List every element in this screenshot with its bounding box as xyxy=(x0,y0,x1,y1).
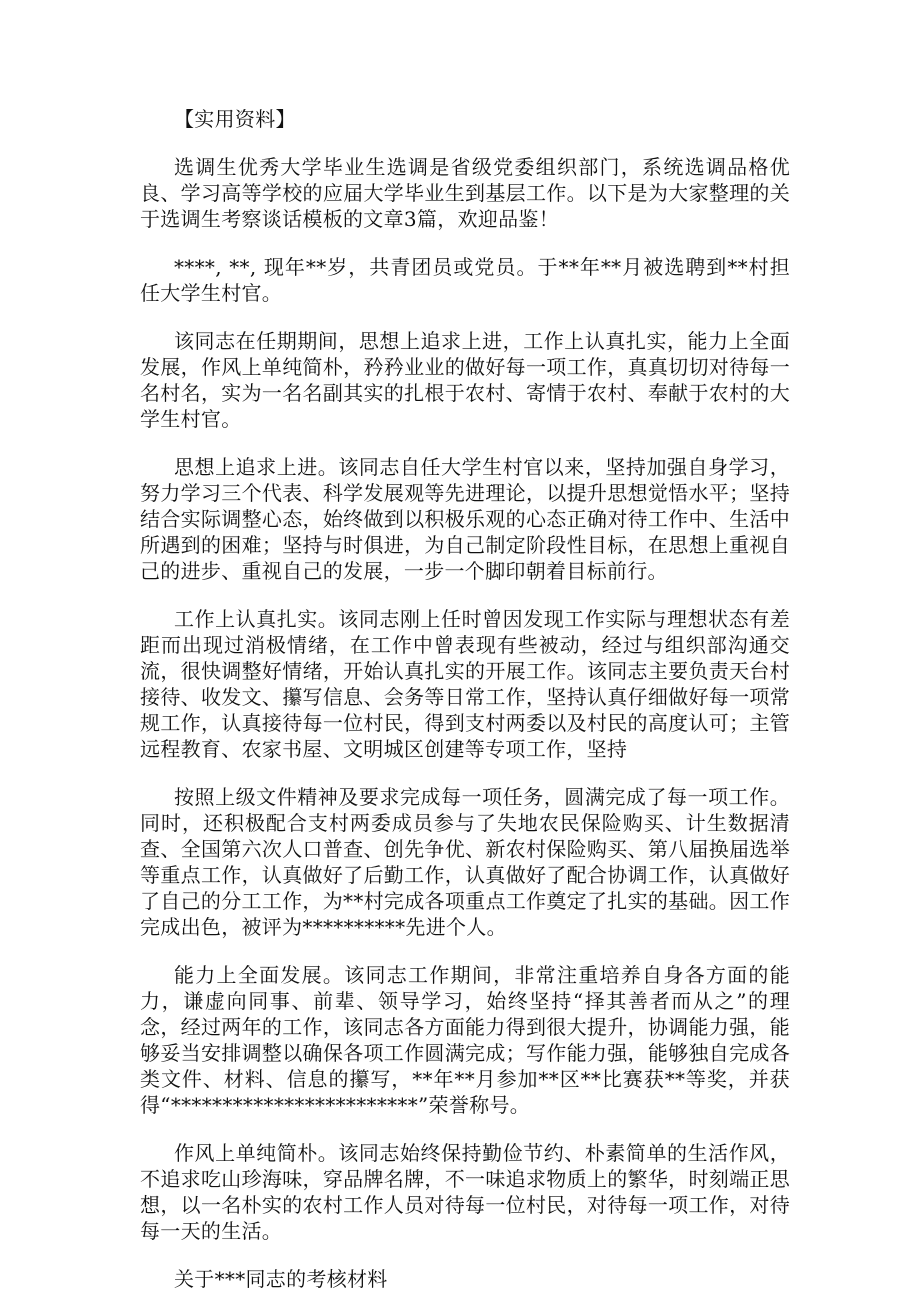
paragraph-work: 工作上认真扎实。该同志刚上任时曾因发现工作实际与理想状态有差距而出现过消极情绪，在工作中曾表现有些被动，经过与组织部沟通交流，很快调整好情绪，开始认真扎实的开展工作。该同志主要负责天台村接待、收发文、攥写信息、会务等日常工作，坚持认真仔细做好每一项常规工作，认真接待每一位村民，得到支村两委以及村民的高度认可；主管远程教育、农家书屋、文明城区创建等专项工作，坚持 xyxy=(140,607,790,761)
paragraph-closing-title: 关于***同志的考核材料 xyxy=(174,1267,388,1291)
paragraph-summary: 该同志在任期期间，思想上追求上进，工作上认真扎实，能力上全面发展，作风上单纯简朴，矜矜业业的做好每一项工作，真真切切对待每一名村名，实为一名名副其实的扎根于农村、寄情于农村、奉献于农村的大学生村官。 xyxy=(140,329,790,431)
paragraph-intro: 选调生优秀大学毕业生选调是省级党委组织部门，系统选调品格优良、学习高等学校的应届大学毕业生到基层工作。以下是为大家整理的关于选调生考察谈话模板的文章3篇，欢迎品鉴！ xyxy=(140,155,790,231)
paragraph-style: 作风上单纯简朴。该同志始终保持勤俭节约、朴素简单的生活作风，不追求吃山珍海味，穿品牌名牌，不一味追求物质上的繁华，时刻端正思想，以一名朴实的农村工作人员对待每一位村民，对待每一项工作，对待每一天的生活。 xyxy=(140,1141,790,1243)
paragraph-tasks: 按照上级文件精神及要求完成每一项任务，圆满完成了每一项工作。同时，还积极配合支村两委成员参与了失地农民保险购买、计生数据清查、全国第六次人口普查、创先争优、新农村保险购买、第八届换届选举等重点工作，认真做好了后勤工作，认真做好了配合协调工作，认真做好了自己的分工工作，为**村完成各项重点工作奠定了扎实的基础。因工作完成出色，被评为**********先进个人。 xyxy=(140,785,790,939)
document-heading: 【实用资料】 xyxy=(174,107,296,131)
paragraph-ability: 能力上全面发展。该同志工作期间，非常注重培养自身各方面的能力，谦虚向同事、前辈、领导学习，始终坚持“择其善者而从之”的理念，经过两年的工作，该同志各方面能力得到很大提升，协调能力强，能够妥当安排调整以确保各项工作圆满完成；写作能力强，能够独自完成各类文件、材料、信息的攥写，**年**月参加**区**比赛获**等奖，并获得“************************”荣誉称号。 xyxy=(140,963,790,1117)
document-body xyxy=(140,106,790,1314)
paragraph-profile: ****, **, 现年**岁，共青团员或党员。于**年**月被选聘到**村担任大学生村官。 xyxy=(140,255,790,305)
paragraph-thinking: 思想上追求上进。该同志自任大学生村官以来，坚持加强自身学习，努力学习三个代表、科学发展观等先进理论，以提升思想觉悟水平；坚持结合实际调整心态，始终做到以积极乐观的心态正确对待工作中、生活中所遇到的困难；坚持与时俱进，为自己制定阶段性目标，在思想上重视自己的进步、重视自己的发展，一步一个脚印朝着目标前行。 xyxy=(140,455,790,583)
